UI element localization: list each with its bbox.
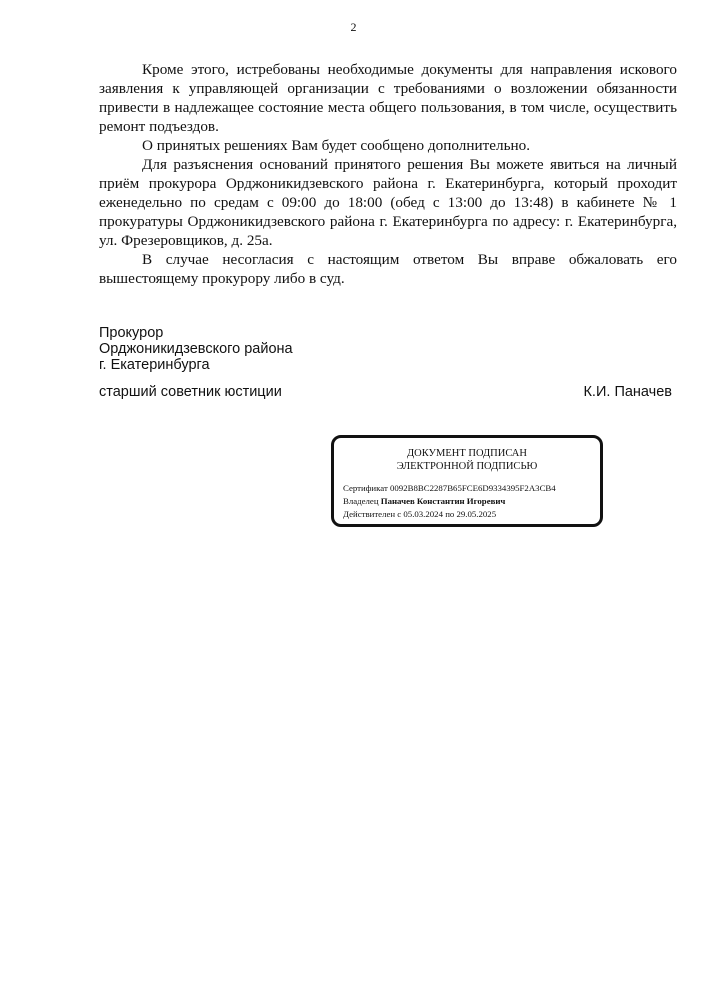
stamp-header-line: ЭЛЕКТРОННОЙ ПОДПИСЬЮ	[396, 461, 538, 472]
valid-to: 29.05.2025	[456, 509, 497, 519]
valid-from: 05.03.2024	[403, 509, 443, 519]
valid-label: Действителен с	[343, 509, 402, 519]
signatory-rank-line	[99, 383, 672, 401]
stamp-owner-row	[343, 495, 600, 508]
signatory-title-line: Прокурор	[99, 325, 164, 341]
paragraph-decisions: О принятых решениях Вам будет сообщено дополнительно.	[142, 137, 531, 154]
stamp-validity-row	[343, 508, 600, 521]
stamp-header	[334, 447, 600, 473]
stamp-details	[334, 482, 600, 521]
paragraph-appeal: В случае несогласия с настоящим ответом Вы вправе обжаловать его вышестоящему прокурору либо в суд.	[99, 251, 677, 287]
electronic-signature-stamp	[331, 435, 603, 527]
signatory-title-line: г. Екатеринбурга	[99, 357, 210, 373]
signatory-title-line: Орджоникидзевского района	[99, 341, 293, 357]
valid-to-label: по	[445, 509, 455, 519]
stamp-header-line: ДОКУМЕНТ ПОДПИСАН	[407, 448, 527, 459]
page-number: 2	[350, 20, 357, 34]
letter-body	[99, 60, 677, 288]
stamp-certificate-row	[343, 482, 600, 495]
owner-value: Паначев Константин Игоревич	[380, 496, 506, 506]
signatory-name: К.И. Паначев	[583, 384, 672, 400]
signatory-title	[99, 325, 293, 373]
signatory-rank: старший советник юстиции	[99, 384, 282, 400]
certificate-value: 0092B8BC2287B65FCE6D9334395F2A3CB4	[390, 483, 556, 493]
owner-label: Владелец	[343, 496, 379, 506]
certificate-label: Сертификат	[343, 483, 388, 493]
paragraph-documents: Кроме этого, истребованы необходимые документы для направления искового заявления к управляющей организации с требованиями о возложении обязанности привести в надлежащее состояние места общего пользования, в том числе, осуществить ремонт подъездов.	[99, 61, 677, 135]
paragraph-reception: Для разъяснения оснований принятого решения Вы можете явиться на личный приём прокурора Орджоникидзевского района г. Екатеринбурга, который проходит еженедельно по средам с 09:00 до 18:00 (обед с 13:00 до 13:48) в кабинете № 1 прокуратуры Орджоникидзевского района г. Екатеринбурга по адресу: г. Екатеринбурга, ул. Фрезеровщиков, д. 25а.	[99, 156, 677, 249]
